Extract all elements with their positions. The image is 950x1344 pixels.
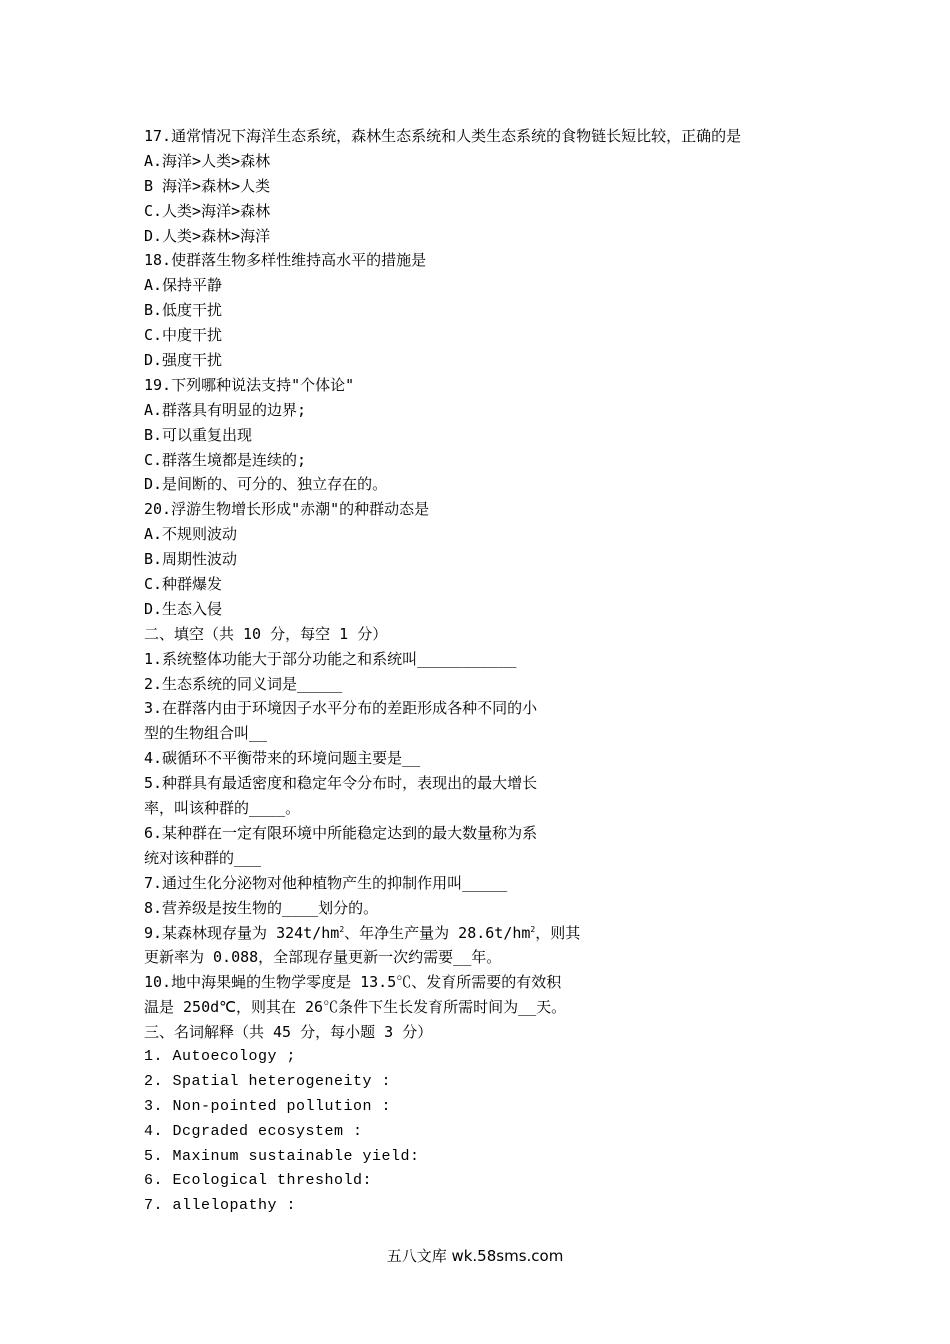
question-17-stem: 17.通常情况下海洋生态系统，森林生态系统和人类生态系统的食物链长短比较，正确的是	[144, 127, 742, 145]
question-19-option-a: A.群落具有明显的边界;	[144, 400, 307, 419]
question-18-option-a: A.保持平静	[144, 276, 223, 295]
term-1: 1. Autoecology ;	[144, 1047, 297, 1065]
section-3-heading: 三、名词解释（共 45 分，每小题 3 分）	[144, 1023, 433, 1042]
document-body	[144, 124, 844, 1219]
fill-blank-5-line-1: 5.种群具有最适密度和稳定年令分布时，表现出的最大增长	[144, 774, 538, 793]
fill-blank-10-line-1: 10.地中海果蝇的生物学零度是 13.5℃、发育所需要的有效积	[144, 973, 562, 992]
question-18-option-b: B.低度干扰	[144, 301, 223, 320]
page-footer-watermark: 五八文库 wk.58sms.com	[386, 1247, 564, 1265]
superscript-2: 2	[339, 924, 345, 934]
fill-blank-6-line-2: 统对该种群的___	[144, 848, 262, 867]
question-20-option-b: B.周期性波动	[144, 550, 238, 569]
fill-blank-1: 1.系统整体功能大于部分功能之和系统叫___________	[144, 649, 517, 668]
term-3: 3. Non-pointed pollution :	[144, 1097, 392, 1115]
fill-blank-10-line-2: 温是 250d℃，则其在 26℃条件下生长发育所需时间为__天。	[144, 998, 567, 1017]
question-18-stem: 18.使群落生物多样性维持高水平的措施是	[144, 251, 427, 270]
term-5: 5. Maxinum sustainable yield:	[144, 1147, 420, 1165]
question-17-option-d: D.人类>森林>海洋	[144, 226, 271, 245]
question-19-stem: 19.下列哪种说法支持"个体论"	[144, 375, 355, 394]
question-18-option-c: C.中度干扰	[144, 326, 223, 345]
fill-blank-4: 4.碳循环不平衡带来的环境问题主要是__	[144, 749, 421, 768]
term-4: 4. Dcgraded ecosystem :	[144, 1122, 363, 1140]
fill-blank-8: 8.营养级是按生物的____划分的。	[144, 898, 379, 917]
fill-blank-3-line-1: 3.在群落内由于环境因子水平分布的差距形成各种不同的小	[144, 699, 538, 718]
question-20-option-c: C.种群爆发	[144, 575, 223, 594]
question-20-stem: 20.浮游生物增长形成"赤潮"的种群动态是	[144, 500, 430, 519]
term-6: 6. Ecological threshold:	[144, 1172, 373, 1190]
fill-blank-2: 2.生态系统的同义词是_____	[144, 674, 343, 693]
question-20-option-d: D.生态入侵	[144, 599, 223, 618]
fill-blank-9-line-2: 更新率为 0.088，全部现存量更新一次约需要__年。	[144, 948, 502, 967]
question-20-option-a: A.不规则波动	[144, 525, 238, 544]
section-2-heading: 二、填空（共 10 分，每空 1 分）	[144, 624, 388, 643]
fill-blank-5-line-2: 率，叫该种群的____。	[144, 799, 301, 818]
term-2: 2. Spatial heterogeneity :	[144, 1072, 392, 1090]
fill-blank-9-text-3: ，则其	[535, 923, 581, 942]
question-19-option-c: C.群落生境都是连续的;	[144, 450, 307, 469]
fill-blank-3-line-2: 型的生物组合叫__	[144, 724, 268, 743]
fill-blank-7: 7.通过生化分泌物对他种植物产生的抑制作用叫_____	[144, 873, 508, 892]
question-18-option-d: D.强度干扰	[144, 351, 223, 370]
question-17-option-c: C.人类>海洋>森林	[144, 201, 271, 220]
superscript-2: 2	[530, 924, 536, 934]
fill-blank-9-line-1	[144, 921, 844, 946]
fill-blank-6-line-1: 6.某种群在一定有限环境中所能稳定达到的最大数量称为系	[144, 823, 538, 842]
fill-blank-9-text-1: 9.某森林现存量为 324t/hm	[144, 923, 340, 942]
question-17-option-b: B 海洋>森林>人类	[144, 176, 271, 195]
fill-blank-9-text-2: 、年净生产量为 28.6t/hm	[344, 923, 531, 942]
question-19-option-d: D.是间断的、可分的、独立存在的。	[144, 475, 388, 494]
term-7: 7. allelopathy :	[144, 1197, 297, 1215]
question-19-option-b: B.可以重复出现	[144, 425, 253, 444]
question-17-option-a: A.海洋>人类>森林	[144, 151, 271, 170]
